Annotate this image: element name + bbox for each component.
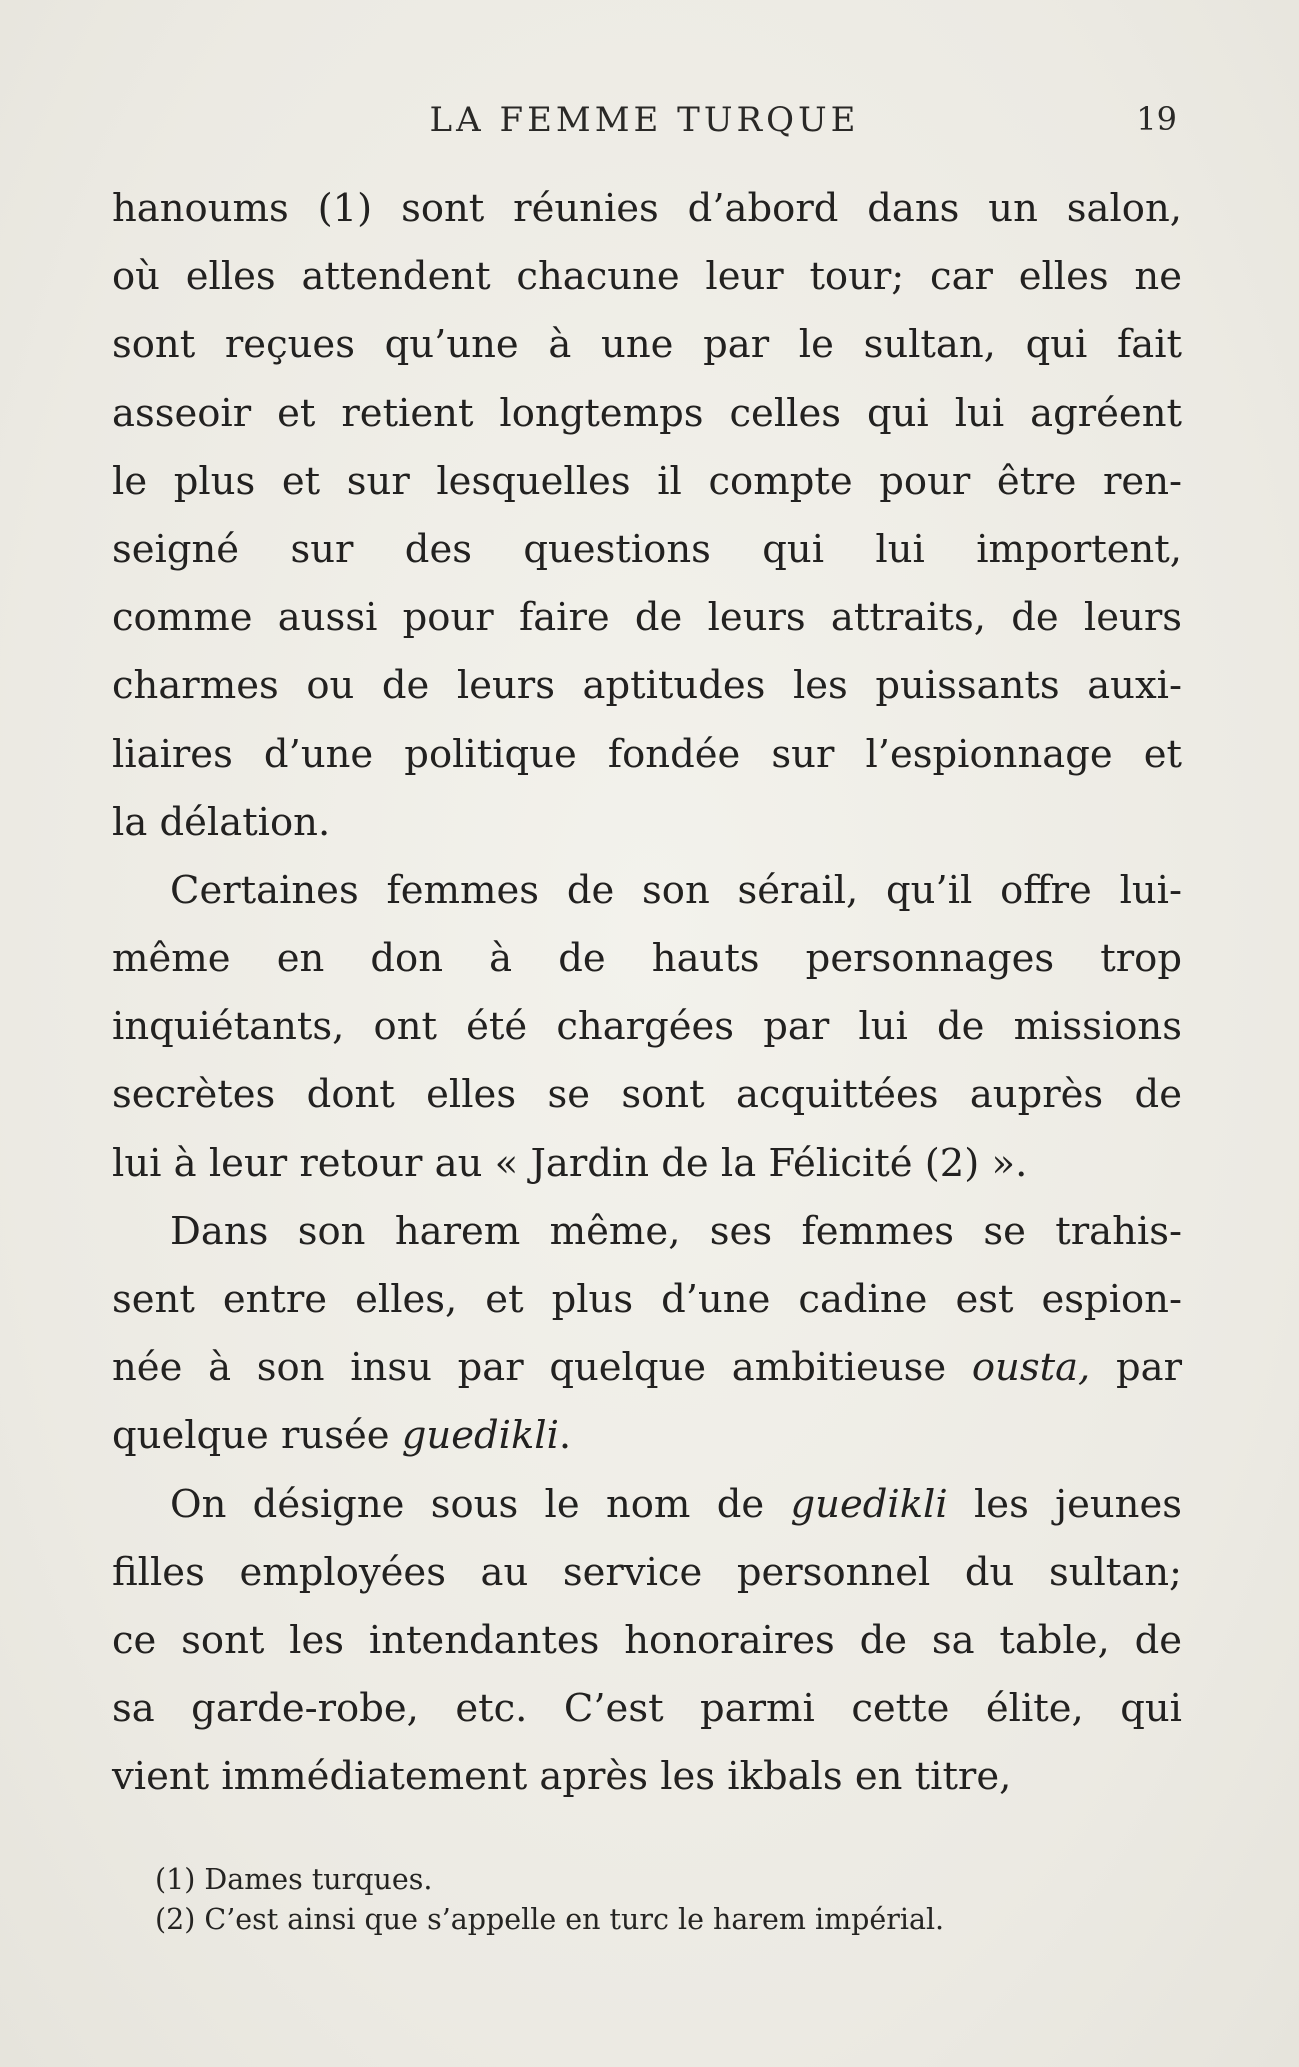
text-run: le plus et sur lesquelles il compte pour être ren- (112, 458, 1182, 504)
footnotes (155, 1860, 1115, 1940)
text-run: comme aussi pour faire de leurs attraits, de leurs (112, 595, 1182, 641)
text-run: Certaines femmes de son sérail, qu’il offre lui- (170, 867, 1182, 913)
text-run: liaires d’une politique fondée sur l’espionnage et (112, 731, 1182, 777)
text-run: où elles attendent chacune leur tour; car elles ne (112, 254, 1182, 300)
text-line (112, 448, 1182, 516)
text-line (112, 584, 1182, 652)
text-run: inquiétants, ont été chargées par lui de missions (112, 1004, 1182, 1050)
text-run: sont reçues qu’une à une par le sultan, qui fait (112, 322, 1182, 368)
text-line (112, 1061, 1182, 1129)
text-line (112, 311, 1182, 379)
text-line (112, 857, 1182, 925)
text-line (112, 1675, 1182, 1743)
text-run: On désigne sous le nom de (170, 1481, 791, 1527)
text-line (112, 1266, 1182, 1334)
text-line (112, 1130, 1182, 1198)
text-run: la délation. (112, 799, 331, 845)
text-run: filles employées au service personnel du sultan; (112, 1549, 1182, 1595)
text-line (112, 1402, 1182, 1470)
text-run: asseoir et retient longtemps celles qui lui agréent (112, 390, 1182, 436)
text-run: par (1090, 1345, 1182, 1391)
text-line (112, 1198, 1182, 1266)
text-line (112, 1471, 1182, 1539)
running-title: LA FEMME TURQUE (429, 100, 860, 140)
paragraph (112, 857, 1182, 1198)
paragraph (112, 175, 1182, 857)
text-line (112, 652, 1182, 720)
footnote-2: (2) C’est ainsi que s’appelle en turc le harem impérial. (155, 1903, 945, 1936)
text-line (112, 1334, 1182, 1402)
text-run: vient immédiatement après les ikbals en titre, (112, 1754, 1012, 1800)
italic-term: guedikli (401, 1413, 559, 1459)
text-line (112, 516, 1182, 584)
text-run: charmes ou de leurs aptitudes les puissants auxi- (112, 663, 1182, 709)
text-line (112, 1743, 1182, 1811)
text-line (112, 380, 1182, 448)
text-line (112, 789, 1182, 857)
body-text (112, 175, 1182, 1812)
paragraph (112, 1198, 1182, 1471)
text-line (112, 1539, 1182, 1607)
text-line (112, 243, 1182, 311)
footnote-1: (1) Dames turques. (155, 1863, 433, 1896)
paragraph (112, 1471, 1182, 1812)
text-run: sent entre elles, et plus d’une cadine est espion- (112, 1277, 1182, 1322)
text-run: ce sont les intendantes honoraires de sa table, de (112, 1617, 1182, 1663)
text-run: quelque rusée (112, 1413, 402, 1459)
text-run: née à son insu par quelque ambitieuse (112, 1345, 972, 1391)
italic-term: guedikli (790, 1481, 948, 1527)
text-run: sa garde-robe, etc. C’est parmi cette élite, qui (112, 1686, 1182, 1732)
text-line (112, 1607, 1182, 1675)
page-number: 19 (1136, 100, 1177, 138)
text-line (112, 175, 1182, 243)
text-run: . (558, 1413, 572, 1459)
text-line (112, 925, 1182, 993)
text-line (112, 993, 1182, 1061)
text-run: les jeunes (947, 1481, 1183, 1527)
running-head (112, 100, 1177, 150)
text-run: lui à leur retour au « Jardin de la Félicité (2) ». (112, 1140, 1028, 1186)
text-run: seigné sur des questions qui lui importent, (112, 526, 1182, 572)
text-run: Dans son harem même, ses femmes se trahis- (170, 1208, 1182, 1254)
text-line (112, 721, 1182, 789)
text-run: hanoums (1) sont réunies d’abord dans un salon, (112, 186, 1182, 231)
text-run: secrètes dont elles se sont acquittées auprès de (112, 1072, 1182, 1118)
text-run: même en don à de hauts personnages trop (112, 936, 1182, 982)
italic-term: ousta, (971, 1345, 1091, 1391)
